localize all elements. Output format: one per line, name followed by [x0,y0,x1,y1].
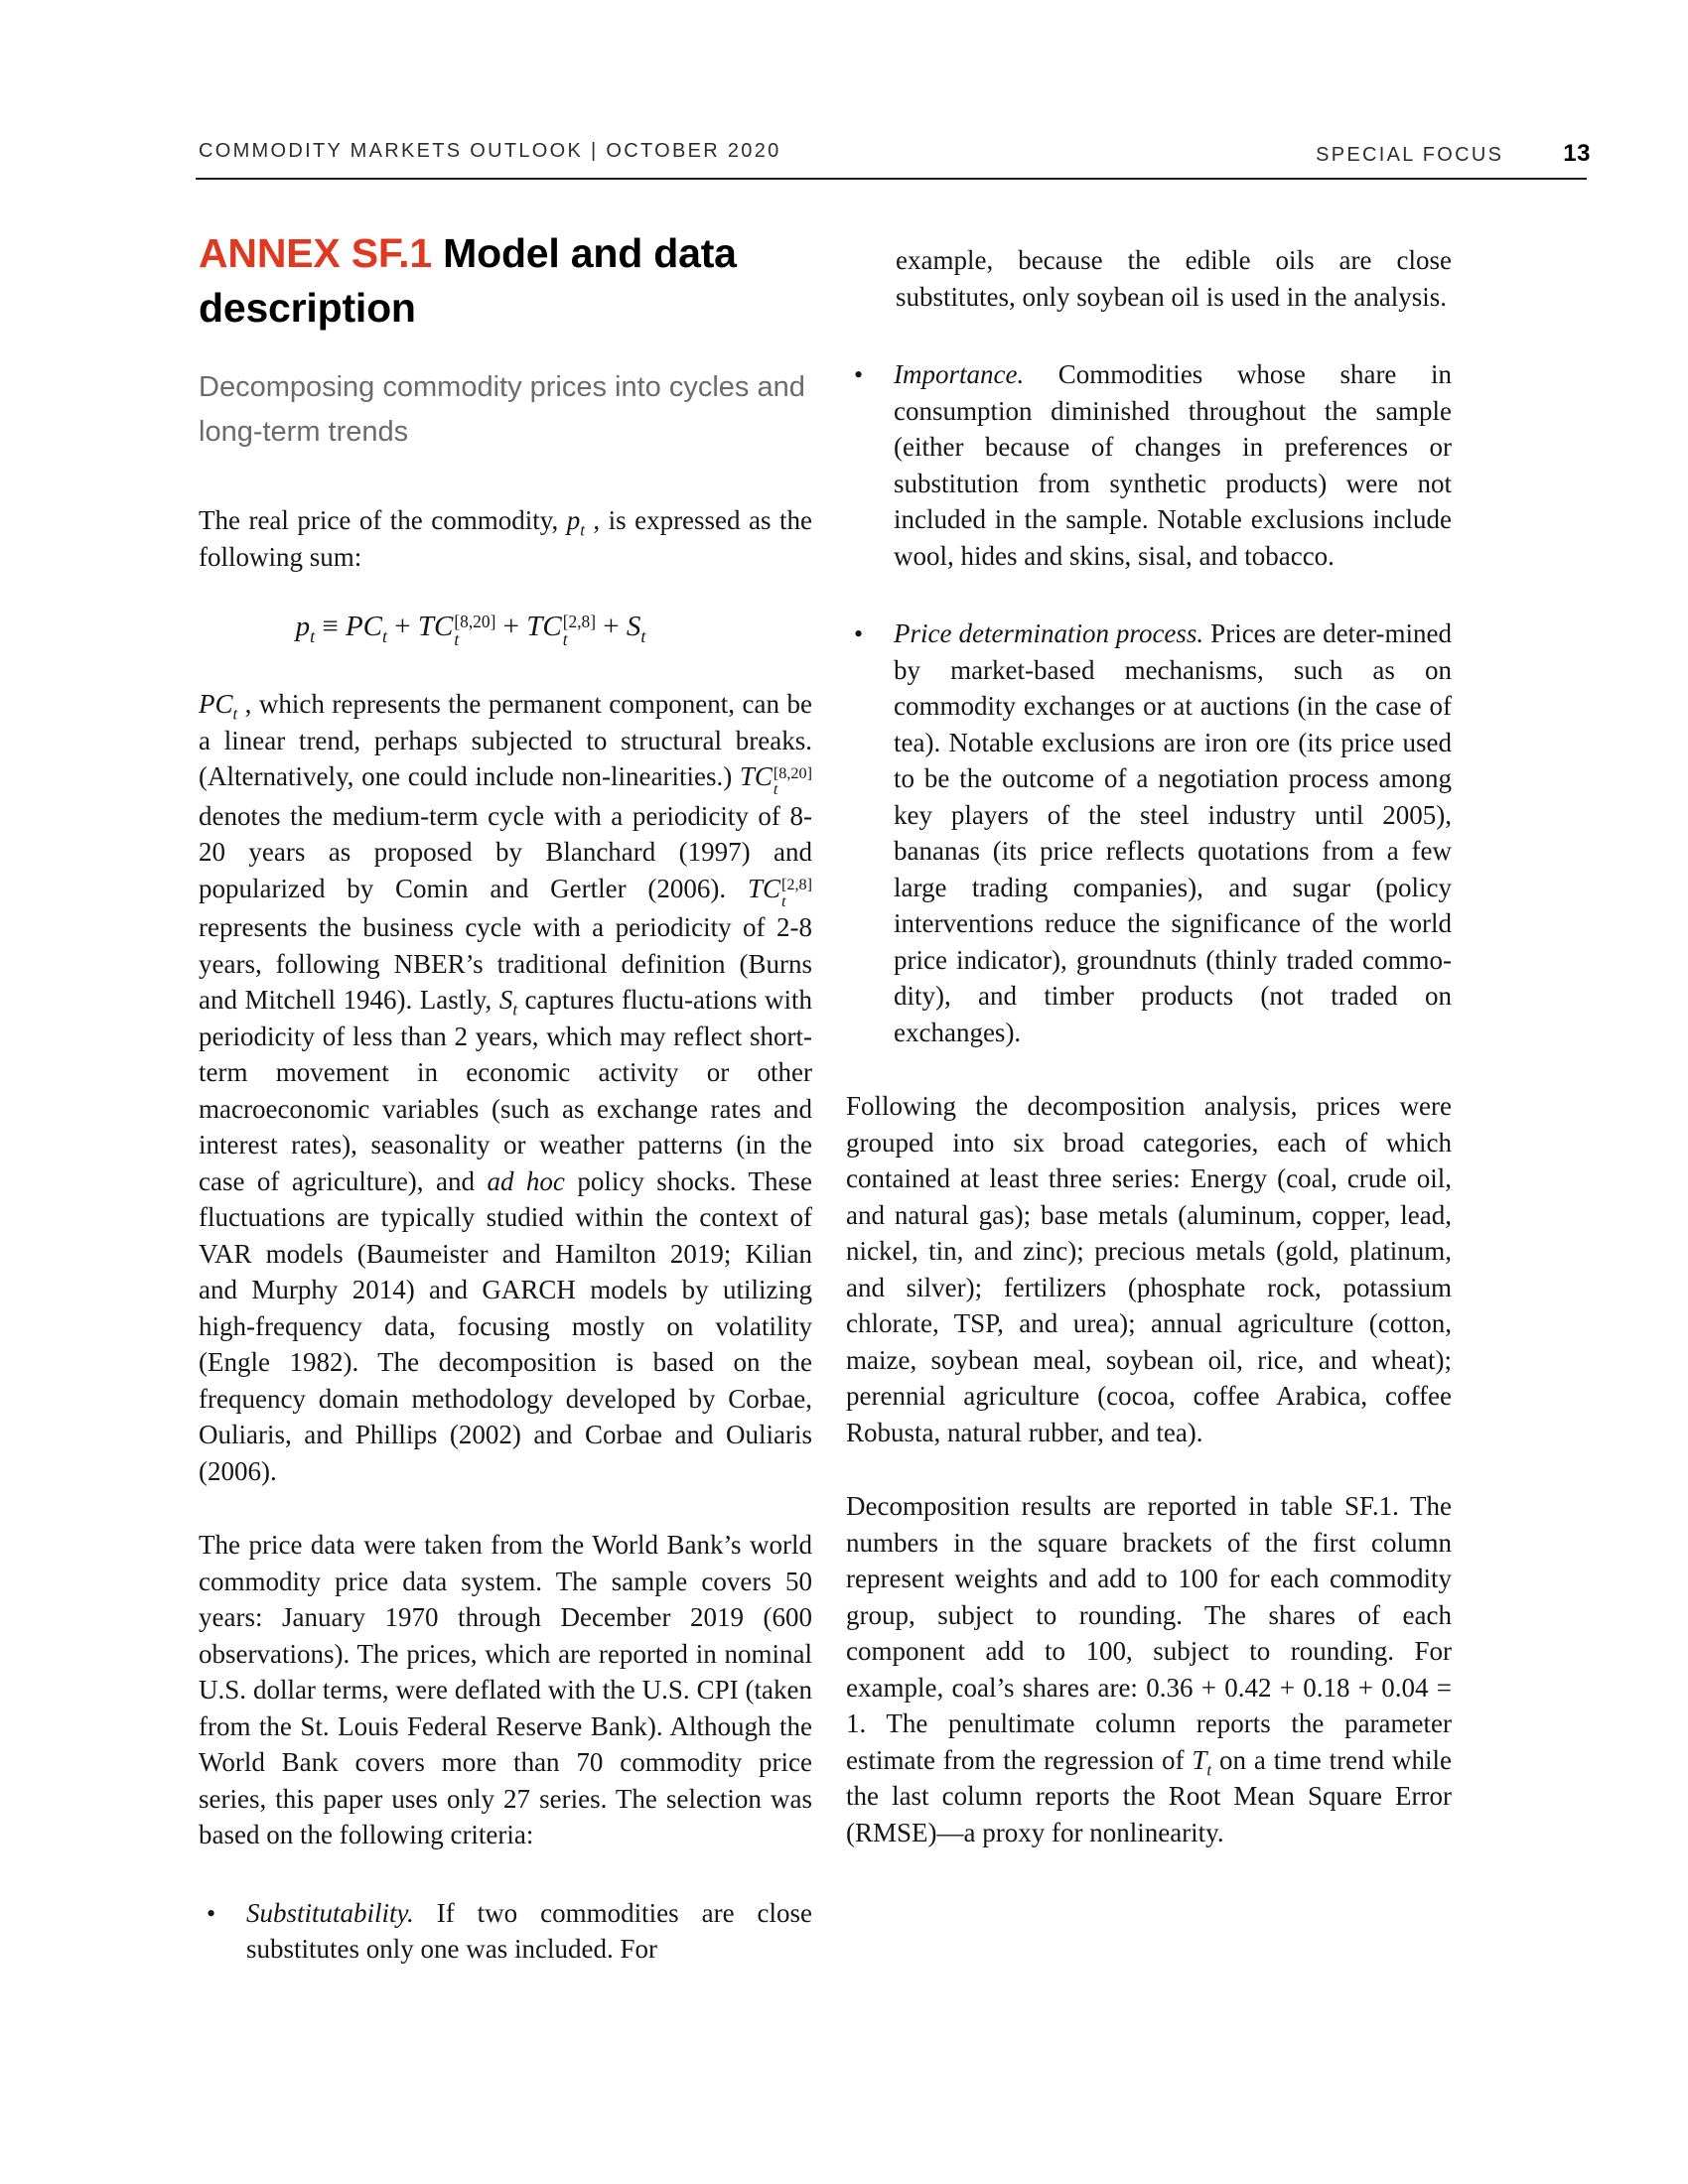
math-var: $PC_t$ [199,689,238,724]
right-column-blocks [846,242,1452,1850]
math-var: TC [8,20] t [739,761,812,799]
paragraph: Decomposition results are reported in table SF.1. The numbers in the square brackets of the first column represent weights and add to 100 for each commodity group, subject to rounding. The shares of each component add to 100, subject to rounding. For example, coal’s shares are: 0.36 + 0.42 + 0.18 + 0.04 = 1. The penultimate column reports the parameter estimate from the regression of $T_t$ on a time trend while the last column reports the Root Mean Square Error (RMSE)—a proxy for nonlinearity. [846,1491,1452,1847]
section-label: SPECIAL FOCUS [1316,144,1504,166]
annex-title-text: Model and data description [199,230,737,331]
left-column-blocks [199,502,812,1968]
bullet-item-continuation: example, because the edible oils are close substitutes, only soybean oil is used in the analysis. [896,245,1452,312]
math-var: TC [2,8] t [747,873,812,910]
running-header-right [1316,140,1591,168]
math-var: $S_t$ [626,611,646,646]
annex-title [199,226,812,336]
price-decomposition-equation: $p_t \equiv PC_t$ + TC [8,20] t + TC [2,8] t + $S_t$ [295,611,646,649]
page-number: 13 [1563,140,1591,167]
paragraph: The real price of the commodity, $p_t$ , is expressed as the following sum: [199,505,812,572]
left-column [199,226,812,1968]
bullet-item: • Importance. Commodities whose share in consumption diminished throughout the sample (either because of changes in preferences or substitution from synthetic products) were not included in the sample. Notable exclusions include wool, hides and skins, sisal, and tobacco. [846,356,1452,574]
right-column [846,242,1452,1850]
math-var: TC [8,20] t [417,611,496,649]
section-subtitle: Decomposing commodity prices into cycles and long-term trends [199,371,805,448]
annex-number: ANNEX SF.1 [199,230,432,276]
running-header-left: COMMODITY MARKETS OUTLOOK | OCTOBER 2020 [199,140,781,162]
math-var: $PC_t$ [345,611,387,646]
italic-run: Importance. [894,359,1025,389]
italic-run: Price determination process. [894,618,1204,648]
math-var: $S_t$ [498,985,517,1020]
bullet-item: • Price determination process. Prices are deter-mined by market-based mechanisms, such as on commodity exchanges or at auctions (in the case of tea). Notable exclusions are iron ore (its price used to be the outcome of a negotiation process among key players of the steel industry until 2005), bananas (its price reflects quotations from a few large trading companies), and sugar (policy interventions reduce the significance of the world price indicator), groundnuts (thinly traded commo-dity), and timber products (not traded on exchanges). [846,615,1452,1050]
math-var: TC [2,8] t [526,611,597,649]
math-var: $p_t$ [566,505,585,540]
paragraph: Following the decomposition analysis, prices were grouped into six broad categories, each of which contained at least three series: Energy (coal, crude oil, and natural gas); base metals (aluminum, copper, lead, nickel, tin, and zinc); precious metals (gold, platinum, and silver); fertilizers (phosphate rock, potassium chlorate, TSP, and urea); annual agriculture (cotton, maize, soybean meal, soybean oil, rice, and wheat); perennial agriculture (cocoa, coffee Arabica, coffee Robusta, natural rubber, and tea). [846,1091,1452,1447]
italic-run: Substitutability. [246,1897,414,1928]
math-var: $p_t$ [295,611,316,646]
bullet-item: • Substitutability. If two commodities are close substitutes only one was included. For [199,1895,812,1968]
header-rule [196,178,1587,180]
paragraph: $PC_t$ , which represents the permanent component, can be a linear trend, perhaps subjected to structural breaks. (Alternatively, one could include non-linearities.) TC [8,20] t denotes the medium-term cycle with a periodicity of 8-20 years as proposed by Blanchard (1997) and popularized by Comin and Gertler (2006). TC [2,8] t represents the business cycle with a periodicity of 2-8 years, following NBER’s traditional definition (Burns and Mitchell 1946). Lastly, $S_t$ captures fluctu-ations with periodicity of less than 2 years, which may reflect short-term movement in economic activity or other macroeconomic variables (such as exchange rates and interest rates), seasonality or weather patterns (in the case of agriculture), and ad hoc policy shocks. These fluctuations are typically studied within the context of VAR models (Baumeister and Hamilton 2019; Kilian and Murphy 2014) and GARCH models by utilizing high-frequency data, focusing mostly on volatility (Engle 1982). The decomposition is based on the frequency domain methodology developed by Corbae, Ouliaris, and Phillips (2002) and Corbae and Ouliaris (2006). [199,689,812,1486]
italic-run: ad hoc [487,1165,565,1196]
paragraph: The price data were taken from the World Bank’s world commodity price data system. The sample covers 50 years: January 1970 through December 2019 (600 observations). The prices, which are reported in nominal U.S. dollar terms, were deflated with the U.S. CPI (taken from the St. Louis Federal Reserve Bank). Although the World Bank covers more than 70 commodity price series, this paper uses only 27 series. The selection was based on the following criteria: [199,1530,812,1850]
math-var: $T_t$ [1192,1744,1212,1779]
